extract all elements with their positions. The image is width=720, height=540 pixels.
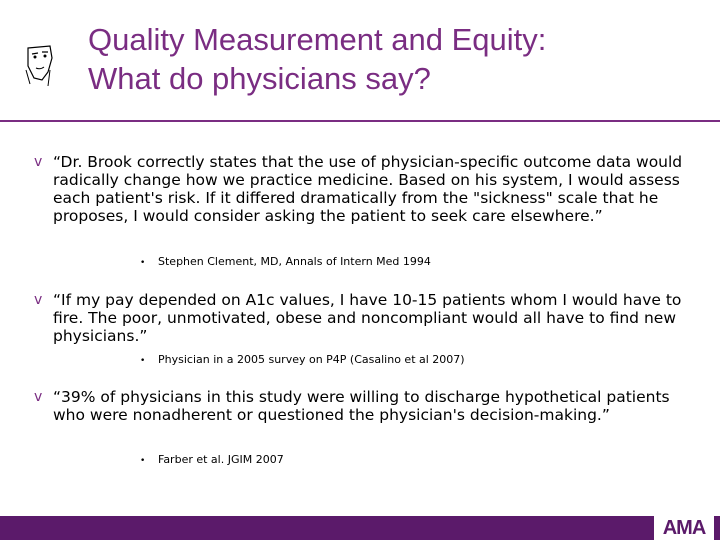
quote-text: “Dr. Brook correctly states that the use of physician-specific outcome data would radically change how we practice medicine. Based on his system, I would assess each patient's risk. If it differed dramatically from the "sickness" scale that he proposes, I would consider asking the patient to seek care elsewhere.”	[53, 153, 683, 225]
source-bullet: •	[140, 456, 146, 466]
quote-1	[34, 153, 704, 225]
bullet-icon: v	[34, 292, 43, 308]
source-text: Farber et al. JGIM 2007	[158, 453, 284, 466]
slide-title-line-1: Quality Measurement and Equity:	[88, 22, 547, 57]
quote-source-1	[140, 255, 431, 270]
quote-text: “If my pay depended on A1c values, I have 10-15 patients whom I would have to fire. The poor, unmotivated, obese and noncompliant would all have to find new physicians.”	[53, 291, 682, 345]
quote-2	[34, 291, 704, 345]
slide-title-line-2: What do physicians say?	[88, 61, 431, 96]
bullet-icon: v	[34, 389, 43, 405]
ama-logo: AMA	[654, 516, 714, 540]
source-bullet: •	[140, 356, 146, 366]
slide-title	[88, 20, 698, 98]
source-text: Stephen Clement, MD, Annals of Intern Med 1994	[158, 255, 431, 268]
footer-bar	[0, 516, 720, 540]
source-text: Physician in a 2005 survey on P4P (Casalino et al 2007)	[158, 353, 465, 366]
quote-source-2	[140, 353, 465, 368]
title-divider	[0, 120, 720, 122]
quote-text: “39% of physicians in this study were willing to discharge hypothetical patients who were nonadherent or questioned the physician's decision-making.”	[53, 388, 670, 424]
quote-source-3	[140, 453, 284, 468]
source-bullet: •	[140, 258, 146, 268]
sketch-face-icon	[20, 40, 60, 90]
bullet-icon: v	[34, 154, 43, 170]
quote-3	[34, 388, 704, 424]
